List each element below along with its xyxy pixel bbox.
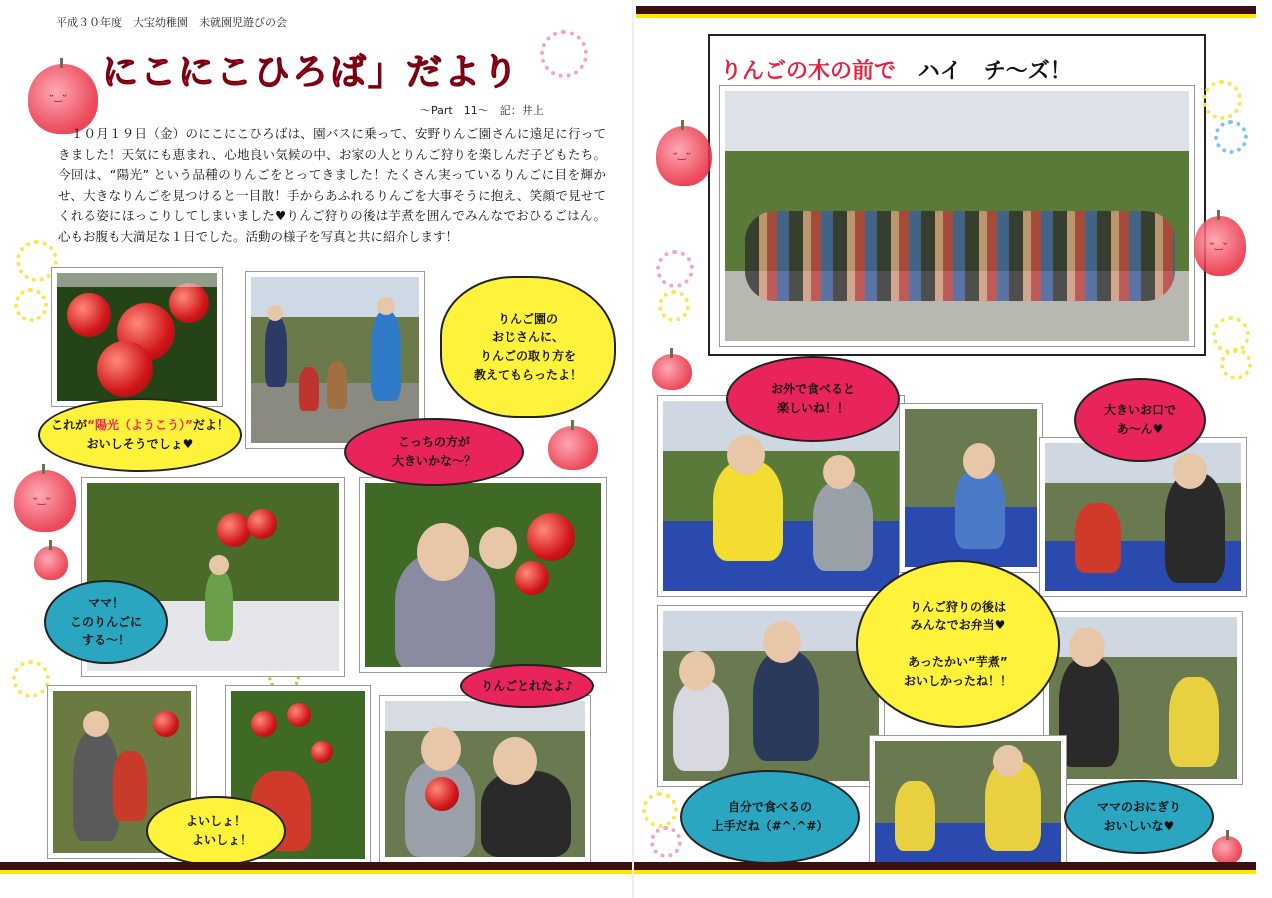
circle-doodle — [650, 826, 682, 858]
circle-doodle — [1220, 348, 1252, 380]
photo-picnic-5 — [1044, 612, 1242, 784]
photo-picnic-6 — [870, 736, 1066, 868]
bubble-onigiri: ママのおにぎり おいしいな♥ — [1064, 780, 1214, 854]
part-label: ～Part 11～ 記：井上 — [420, 104, 544, 117]
bubble-osoto: お外で食べると 楽しいね！！ — [726, 356, 900, 442]
intro-text: １０月１９日（金）のにこにこひろばは、園バスに乗って、安野りんご園さんに遠足に行ってきました！天気にも恵まれ、心地良い気候の中、お家の人とりんご狩りを楽しんだ子どもたち。今回は、“陽光” という品種のりんごをとってきました！たくさん実っているりんごに目を輝かせ、大きなりんごを見つけると一目散！手からあふれるりんごを大事そうに抱え、笑顔で見せてくれる姿にほっこりしてしまいました♥りんご狩りの後は芋煮を囲んでみんなでおひるごはん。心もお腹も大満足な１日でした。活動の様子を写真と共に紹介します！ — [58, 126, 606, 244]
bottom-frame-bar-yellow — [0, 870, 636, 874]
header-small: 平成３０年度 大宝幼稚園 未就園児遊びの会 — [56, 16, 287, 29]
apple-doodle — [1212, 836, 1242, 864]
bubble-yoko: これが“陽光（ようこう）”だよ！ おいしそうでしょ♥ — [38, 398, 242, 472]
circle-doodle — [656, 250, 694, 288]
group-photo-title-a: りんごの木の前で — [720, 59, 897, 84]
photo-child-holding-apple — [380, 696, 590, 862]
apple-face-doodle: ᵕ‿ᵕ — [14, 470, 76, 532]
group-photo-title-b: ハイ チ～ズ！ — [917, 59, 1072, 84]
bubble-mama: ママ！ このりんごに する～！ — [44, 580, 168, 664]
apple-doodle — [548, 426, 598, 470]
page-title: にこにこひろば」だより — [102, 52, 521, 93]
apple-doodle — [652, 354, 692, 390]
right-page — [636, 0, 1272, 898]
bubble-ojisan: りんご園の おじさんに、 りんごの取り方を 教えてもらったよ！ — [440, 276, 616, 418]
circle-doodle — [14, 288, 48, 322]
circle-doodle — [1202, 80, 1242, 120]
photo-mother-child-apple — [360, 478, 606, 672]
apple-doodle — [34, 546, 68, 580]
top-frame-bar — [636, 6, 1256, 14]
bottom-frame-bar — [636, 862, 1256, 870]
bottom-frame-bar-yellow — [636, 870, 1256, 874]
circle-doodle — [540, 30, 588, 78]
circle-doodle — [12, 660, 50, 698]
bubble-toreta: りんごとれたよ♪ — [460, 664, 594, 708]
bubble-jibun: 自分で食べるの 上手だね（#^.^#） — [680, 770, 860, 864]
group-photo-frame — [708, 34, 1206, 356]
circle-doodle — [658, 290, 690, 322]
apple-face-doodle: ᵕ‿ᵕ — [28, 64, 98, 134]
photo-picnic-2 — [900, 404, 1042, 572]
bubble-bento: りんご狩りの後は みんなでお弁当♥ あったかい“芋煮” おいしかったね！！ — [856, 560, 1060, 728]
top-frame-bar-yellow — [636, 14, 1256, 18]
bottom-frame-bar — [0, 862, 636, 870]
apple-face-doodle: ᵕ‿ᵕ — [1194, 216, 1246, 276]
page-divider — [632, 0, 634, 898]
bubble-yoisho: よいしょ！ よいしょ！ — [146, 796, 286, 866]
photo-group — [720, 86, 1194, 346]
circle-doodle — [642, 792, 678, 828]
photo-apples-on-tree — [52, 268, 222, 406]
apple-face-doodle: ᵕ‿ᵕ — [656, 126, 712, 186]
circle-doodle — [1214, 120, 1248, 154]
photo-picnic-4 — [658, 606, 884, 786]
bubble-ookii: 大きいお口で あ～ん♥ — [1074, 378, 1206, 462]
bubble-kocchi: こっちの方が 大きいかな～？ — [344, 418, 524, 486]
